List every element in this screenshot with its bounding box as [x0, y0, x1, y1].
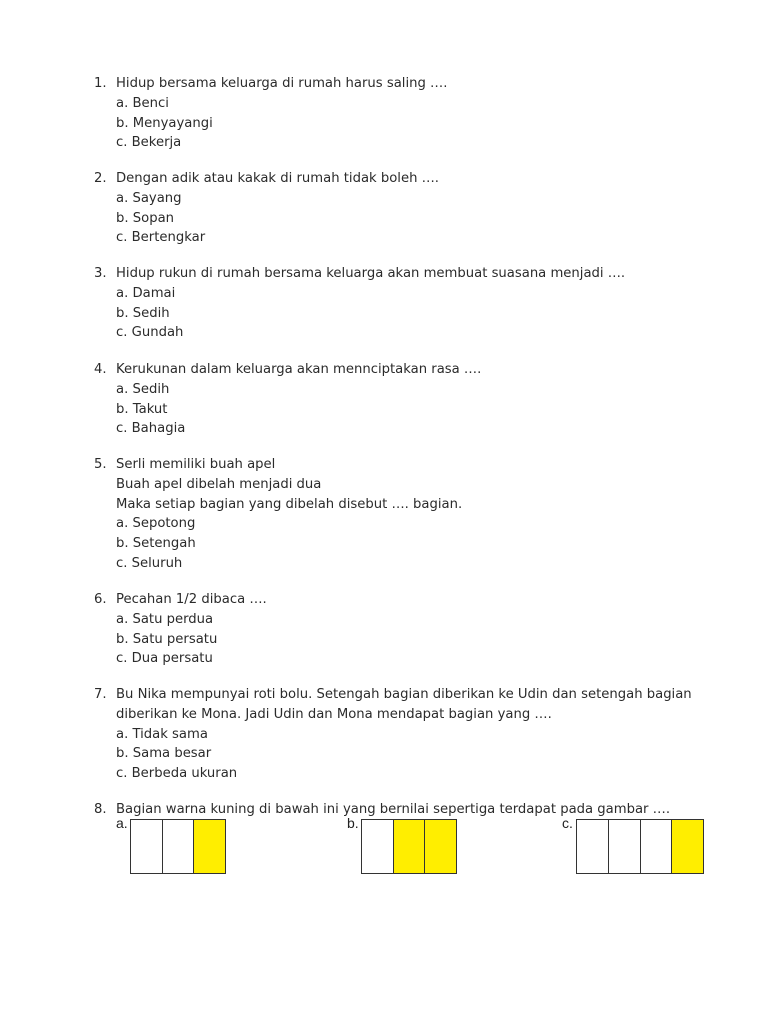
white-cell	[162, 820, 194, 873]
answer-option: b. Takut	[116, 401, 168, 417]
figure-label: a.	[116, 815, 128, 831]
yellow-cell	[193, 820, 225, 873]
question-text: Serli memiliki buah apel	[116, 457, 276, 472]
question-number: 3.	[94, 266, 107, 281]
question-number: 1.	[94, 76, 107, 91]
question-3	[94, 264, 714, 343]
white-cell	[362, 820, 393, 873]
answer-option: c. Gundah	[116, 325, 184, 341]
question-number: 5.	[94, 457, 107, 472]
question-text: Dengan adik atau kakak di rumah tidak boleh ….	[116, 171, 440, 186]
answer-option: c. Berbeda ukuran	[116, 766, 238, 782]
question-text: Maka setiap bagian yang dibelah disebut …. bagian.	[116, 496, 463, 512]
answer-option: a. Damai	[116, 285, 176, 301]
question-6	[94, 590, 714, 669]
answer-option: a. Sayang	[116, 190, 182, 206]
answer-option: b. Sedih	[116, 305, 170, 321]
answer-option: c. Bekerja	[116, 135, 182, 151]
figure-box	[576, 819, 704, 874]
answer-option: b. Sopan	[116, 210, 175, 226]
white-cell	[640, 820, 672, 873]
figure-label: c.	[562, 815, 573, 831]
question-text: Pecahan 1/2 dibaca ….	[116, 592, 267, 607]
question-text: diberikan ke Mona. Jadi Udin dan Mona mendapat bagian yang ….	[116, 706, 552, 722]
question-number: 6.	[94, 592, 107, 607]
answer-option: a. Benci	[116, 95, 169, 111]
answer-option: b. Sama besar	[116, 746, 212, 762]
answer-option: a. Tidak sama	[116, 726, 208, 742]
question-7	[94, 685, 714, 784]
question-text: Bu Nika mempunyai roti bolu. Setengah bagian diberikan ke Udin dan setengah bagian	[116, 687, 692, 702]
yellow-cell	[393, 820, 425, 873]
white-cell	[577, 820, 608, 873]
white-cell	[131, 820, 162, 873]
answer-option: c. Dua persatu	[116, 651, 213, 667]
answer-option: b. Menyayangi	[116, 115, 213, 131]
figure-box	[361, 819, 457, 874]
answer-option: b. Satu persatu	[116, 631, 218, 647]
question-text: Buah apel dibelah menjadi dua	[116, 476, 322, 492]
answer-option: a. Sedih	[116, 381, 170, 397]
question-2	[94, 169, 714, 248]
figure-box	[130, 819, 226, 874]
question-5	[94, 455, 714, 574]
answer-option: c. Bertengkar	[116, 230, 206, 246]
answer-option: c. Seluruh	[116, 555, 183, 571]
question-text: Hidup bersama keluarga di rumah harus saling ….	[116, 76, 448, 91]
answer-option: c. Bahagia	[116, 421, 186, 437]
answer-option: a. Sepotong	[116, 516, 196, 532]
question-number: 7.	[94, 687, 107, 702]
answer-option: b. Setengah	[116, 536, 196, 552]
question-text: Bagian warna kuning di bawah ini yang bernilai sepertiga terdapat pada gambar ….	[116, 802, 671, 817]
question-text: Hidup rukun di rumah bersama keluarga akan membuat suasana menjadi ….	[116, 266, 626, 281]
question-number: 2.	[94, 171, 107, 186]
yellow-cell	[671, 820, 703, 873]
question-1	[94, 74, 714, 153]
question-4	[94, 360, 714, 439]
figure-label: b.	[347, 815, 359, 831]
fraction-figures	[0, 815, 768, 885]
white-cell	[608, 820, 640, 873]
question-text: Kerukunan dalam keluarga akan mennciptakan rasa ….	[116, 362, 482, 377]
answer-option: a. Satu perdua	[116, 611, 214, 627]
yellow-cell	[424, 820, 456, 873]
question-number: 8.	[94, 802, 107, 817]
question-number: 4.	[94, 362, 107, 377]
